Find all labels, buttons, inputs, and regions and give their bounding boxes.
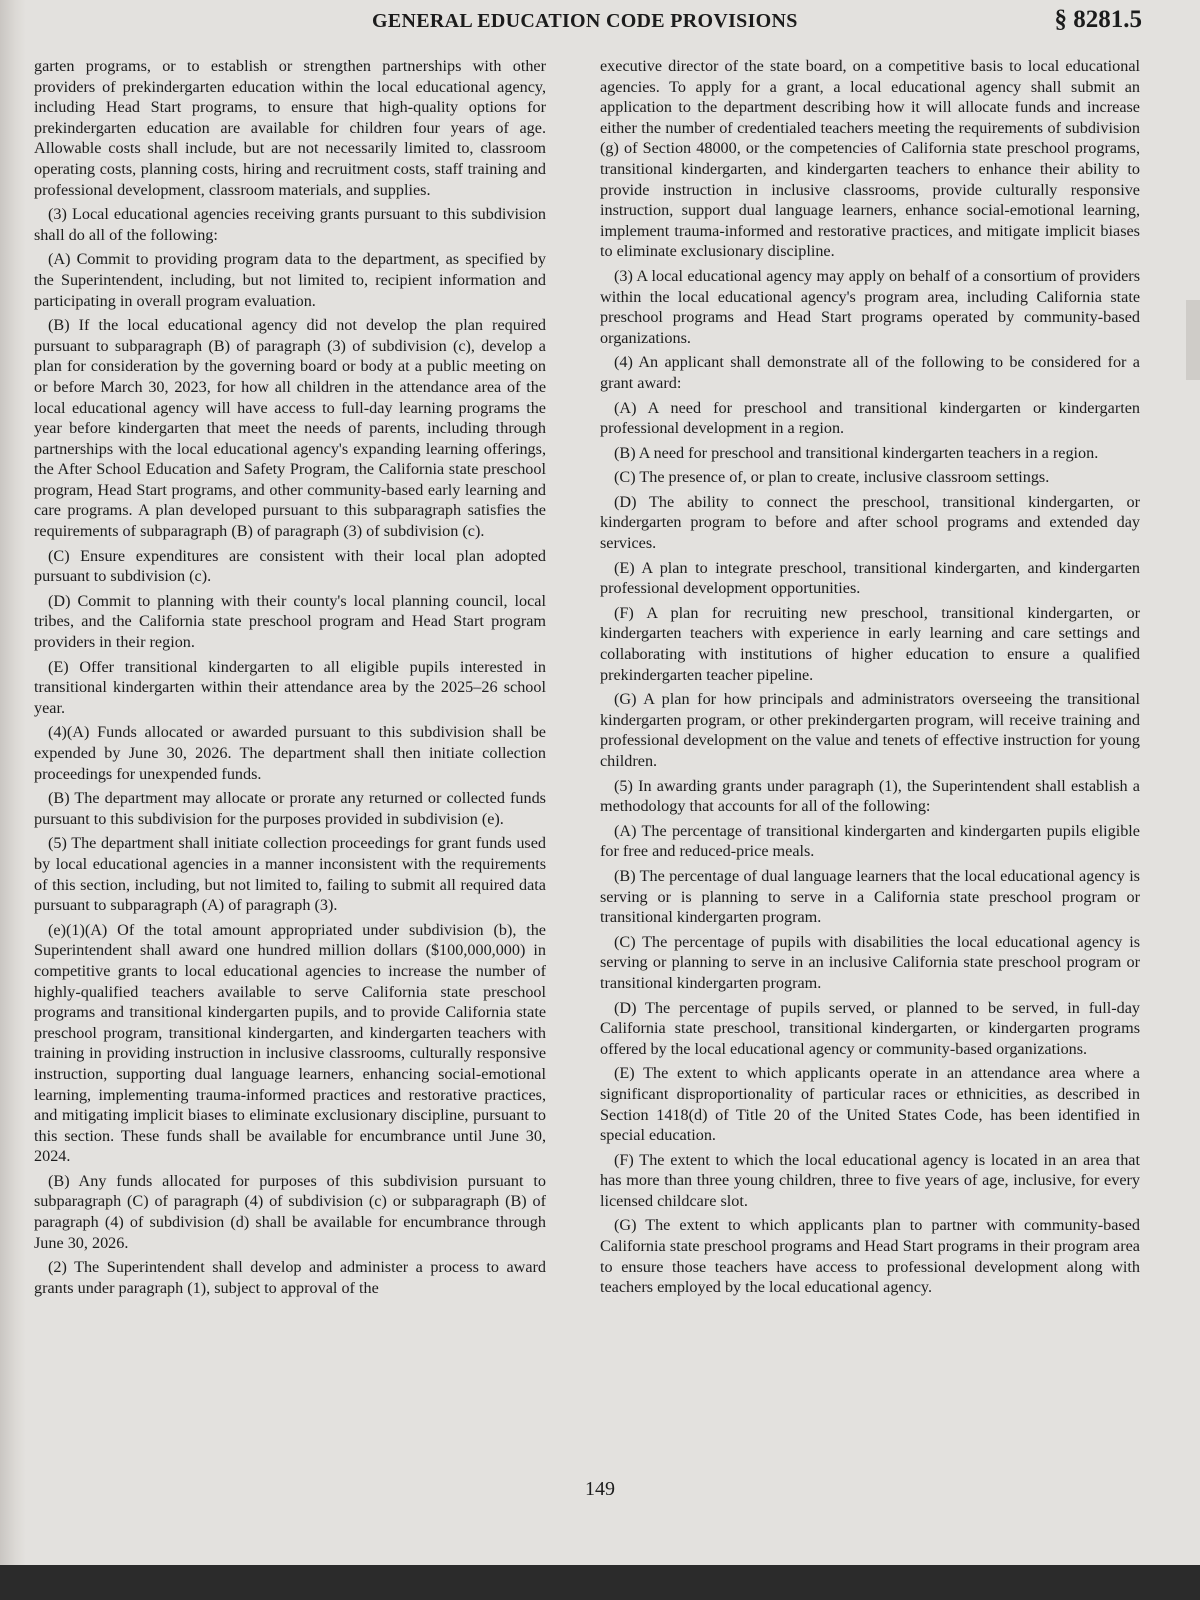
paragraph: (A) The percentage of transitional kindergarten and kindergarten pupils eligible for free and reduced-price meals.	[600, 821, 1140, 861]
paragraph: (A) A need for preschool and transitional kindergarten or kindergarten professional development in a region.	[600, 398, 1140, 438]
paragraph: (G) A plan for how principals and administrators overseeing the transitional kindergarten program, or other prekindergarten program, will receive training and professional development on the value and tenets of effective instruction for young children.	[600, 690, 1140, 770]
paragraph: garten programs, or to establish or strengthen partnerships with other providers of prekindergarten education within the local educational agency, including Head Start programs, to ensure that high-quality options for prekindergarten education are available for children four years of age. Allowable costs shall include, but are not necessarily limited to, classroom operating costs, planning costs, hiring and recruitment costs, staff training and professional development, classroom materials, and supplies.	[34, 57, 546, 199]
paragraph: (E) Offer transitional kindergarten to all eligible pupils interested in transitional kindergarten within their attendance area by the 2025–26 school year.	[34, 657, 546, 717]
paragraph: (4) An applicant shall demonstrate all of the following to be considered for a grant award:	[600, 353, 1140, 392]
running-header	[0, 6, 1200, 38]
page-number: 149	[585, 1478, 615, 1500]
paragraph: (C) Ensure expenditures are consistent with their local plan adopted pursuant to subdivision (c).	[34, 546, 546, 586]
header-section-number: § 8281.5	[1054, 6, 1142, 33]
paragraph: (B) The percentage of dual language learners that the local educational agency is serving or is planning to serve in a California state preschool program or transitional kindergarten program.	[600, 866, 1140, 927]
paragraph: (E) The extent to which applicants operate in an attendance area where a significant disproportionality of particular races or ethnicities, as described in Section 1418(d) of Title 20 of the United States Code, has been identified in special education.	[600, 1064, 1140, 1145]
paragraph: (B) The department may allocate or prorate any returned or collected funds pursuant to this subdivision for the purposes provided in subdivision (e).	[34, 789, 546, 828]
paragraph: (4)(A) Funds allocated or awarded pursuant to this subdivision shall be expended by June 30, 2026. The department shall then initiate collection proceedings for unexpended funds.	[34, 723, 546, 783]
paragraph: (3) Local educational agencies receiving grants pursuant to this subdivision shall do all of the following:	[34, 205, 546, 244]
background-surface	[0, 1565, 1200, 1600]
left-column	[34, 56, 546, 1472]
paragraph: (C) The percentage of pupils with disabilities the local educational agency is serving or planning to serve in an inclusive California state preschool program or transitional kindergarten program.	[600, 932, 1140, 992]
right-column	[600, 56, 1140, 1472]
paragraph: (G) The extent to which applicants plan to partner with community-based California state preschool programs and Head Start programs in their program area to ensure those teachers have access to professional development along with teachers employed by the local educational agency.	[600, 1216, 1140, 1297]
paragraph: executive director of the state board, on a competitive basis to local educational agencies. To apply for a grant, a local educational agency shall submit an application to the department describing how it will allocate funds and increase either the number of credentialed teachers meeting the requirements of subdivision (g) of Section 48000, or the competencies of California state preschool programs, transitional kindergarten, and kindergarten teachers to enhance their ability to provide instruction in inclusive classrooms, provide culturally responsive instruction, support dual language learners, enhance social-emotional learning, implement trauma-informed and restorative practices, and mitigate implicit biases to eliminate exclusionary discipline.	[600, 57, 1140, 261]
paragraph: (F) A plan for recruiting new preschool, transitional kindergarten, or kindergarten teachers with experience in early learning and care settings and collaborating with institutions of higher education to ensure a qualified prekindergarten teacher pipeline.	[600, 603, 1140, 684]
paragraph: (B) A need for preschool and transitional kindergarten teachers in a region.	[614, 443, 1099, 462]
paragraph: (D) The percentage of pupils served, or planned to be served, in full-day California state preschool, transitional kindergarten, or kindergarten programs offered by the local educational agency or community-based organizations.	[600, 998, 1140, 1058]
book-spine-shadow	[0, 0, 26, 1565]
paragraph: (3) A local educational agency may apply on behalf of a consortium of providers within the local educational agency's program area, including California state preschool programs and Head Start programs operated by community-based organizations.	[600, 266, 1140, 347]
paragraph: (D) The ability to connect the preschool, transitional kindergarten, or kindergarten program to before and after school programs and extended day services.	[600, 492, 1140, 553]
paragraph: (5) The department shall initiate collection proceedings for grant funds used by local educational agencies in a manner inconsistent with the requirements of this section, including, but not limited to, failing to submit all required data pursuant to subparagraph (A) of paragraph (3).	[34, 834, 546, 915]
paragraph: (5) In awarding grants under paragraph (1), the Superintendent shall establish a methodology that accounts for all of the following:	[600, 776, 1140, 816]
paragraph: (A) Commit to providing program data to the department, as specified by the Superintendent, including, but not limited to, recipient information and participating in overall program evaluation.	[34, 250, 546, 310]
paragraph: (B) If the local educational agency did not develop the plan required pursuant to subparagraph (B) of paragraph (3) of subdivision (c), develop a plan for consideration by the governing board or body at a public meeting on or before March 30, 2023, for how all children in the attendance area of the local educational agency will have access to full-day learning programs the year before kindergarten that meet the needs of parents, including through partnerships with the local educational agency's expanding learning offerings, the After School Education and Safety Program, the California state preschool program, Head Start programs, and other community-based early learning and care programs. A plan developed pursuant to this subparagraph satisfies the requirements of subparagraph (B) of paragraph (3) of subdivision (c).	[34, 316, 546, 541]
paragraph: (E) A plan to integrate preschool, transitional kindergarten, and kindergarten professional development opportunities.	[600, 558, 1140, 598]
paragraph: (B) Any funds allocated for purposes of this subdivision pursuant to subparagraph (C) of paragraph (4) of subdivision (c) or subparagraph (B) of paragraph (4) of subdivision (d) shall be available for encumbrance through June 30, 2026.	[34, 1171, 546, 1252]
paragraph: (e)(1)(A) Of the total amount appropriated under subdivision (b), the Superintendent shall award one hundred million dollars ($100,000,000) in competitive grants to local educational agencies to increase the number of highly-qualified teachers available to serve California state preschool programs and transitional kindergarten pupils, and to provide California state preschool program, transitional kindergarten, and kindergarten teachers with training in providing instruction in inclusive classrooms, culturally responsive instruction, supporting dual language learners, enhancing social-emotional learning, implementing trauma-informed practices and restorative practices, and mitigating implicit biases to eliminate exclusionary discipline, pursuant to this section. These funds shall be available for encumbrance until June 30, 2024.	[34, 920, 546, 1166]
paragraph: (D) Commit to planning with their county's local planning council, local tribes, and the California state preschool program and Head Start program providers in their region.	[34, 591, 546, 652]
header-title: GENERAL EDUCATION CODE PROVISIONS	[372, 10, 798, 32]
paragraph: (C) The presence of, or plan to create, inclusive classroom settings.	[614, 468, 1050, 487]
page-edge-tab	[1186, 300, 1200, 380]
paragraph: (F) The extent to which the local educational agency is located in an area that has more than three young children, three to five years of age, inclusive, for every licensed childcare slot.	[600, 1150, 1140, 1210]
paragraph: (2) The Superintendent shall develop and administer a process to award grants under paragraph (1), subject to approval of the	[34, 1258, 546, 1297]
